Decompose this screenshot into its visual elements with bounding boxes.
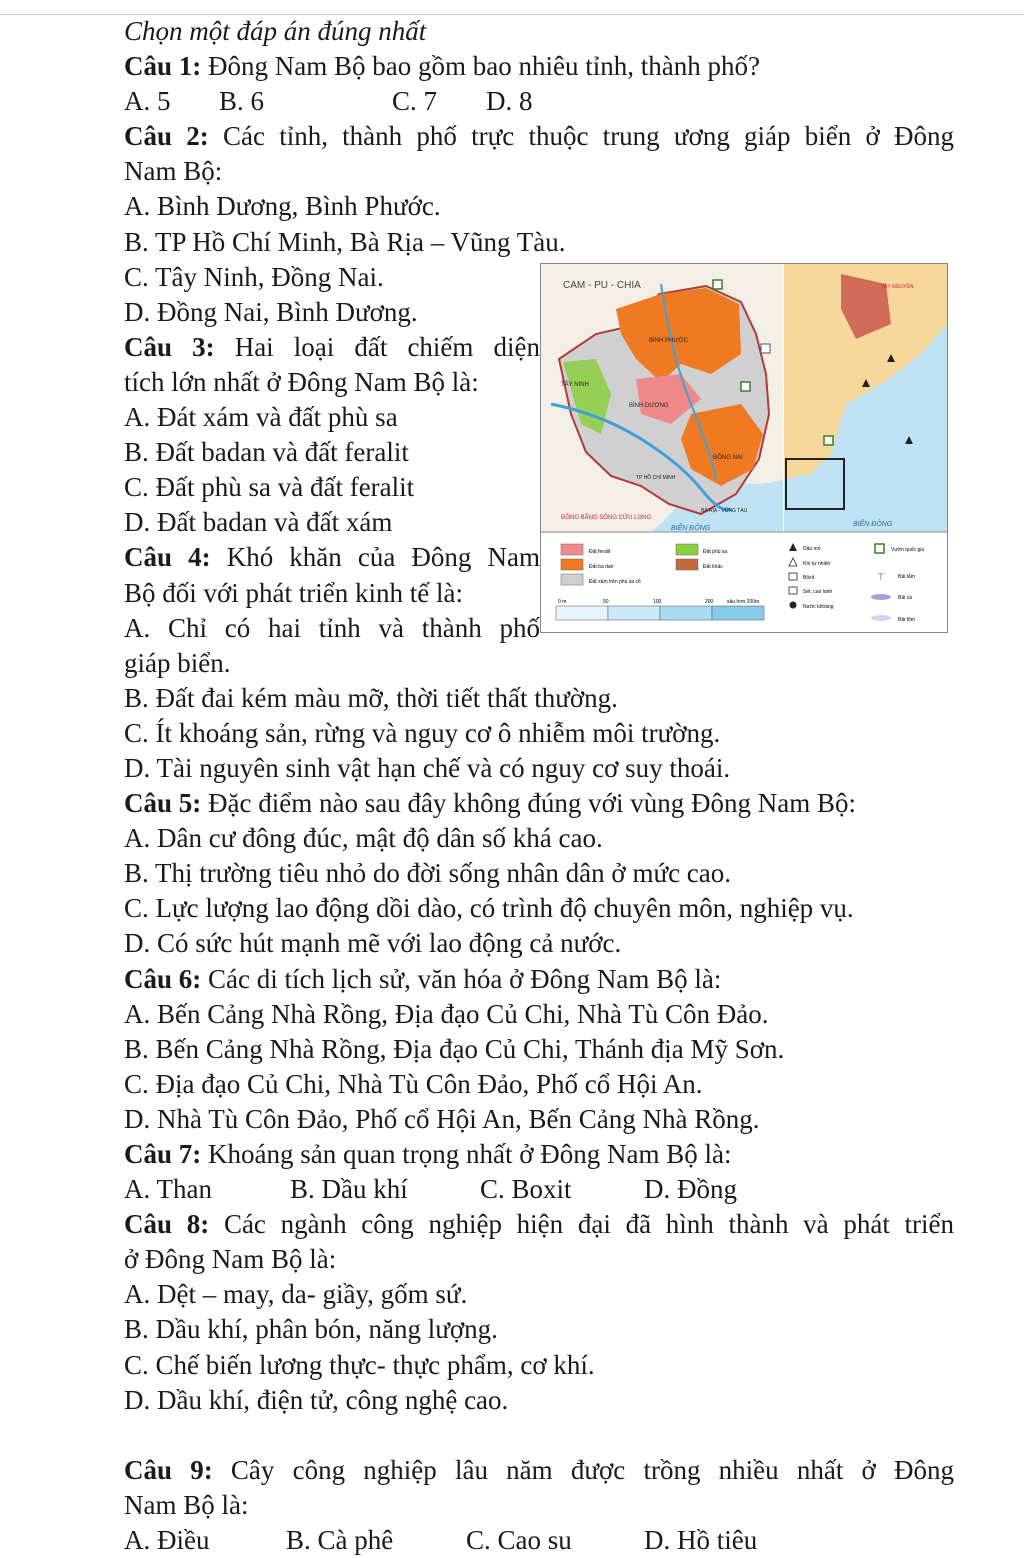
option-d: D. Đồng [644,1174,737,1205]
question-text-line-2: Nam Bộ là: [124,1489,249,1520]
legend-mineral-water: Nước khoáng [803,604,834,610]
bauxite-icon [789,573,797,580]
beach-icon: ⊤ [877,572,885,582]
legend-clay: Sét, cao lanh [803,589,833,595]
question-text-line-1: Cây công nghiệp lâu năm được trồng nhiều nhất ở Đông [230,1454,954,1485]
question-label: Câu 4: [124,542,211,573]
option-c: C. Boxit [480,1174,572,1205]
legend-oil: Dầu mỏ [803,546,821,552]
option-d: D. 8 [486,86,533,117]
label-binh-phuoc: BÌNH PHƯỚC [649,338,688,344]
option-b: B. Dầu khí [290,1174,408,1205]
national-park-icon [713,280,722,289]
legend-swatch-alluvial [676,544,698,555]
question-label: Câu 8: [124,1209,210,1240]
label-east-sea-inset: BIỂN ĐÔNG [853,521,893,528]
option-b: B. Bến Cảng Nhà Rồng, Địa đạo Củ Chi, Thánh địa Mỹ Sơn. [124,1033,785,1064]
option-a: A. 5 [124,86,171,117]
option-a: A. Đát xám và đất phù sa [124,402,398,433]
question-text-line-2: Nam Bộ: [124,156,223,187]
option-c: C. Tây Ninh, Đồng Nai. [124,261,384,292]
option-a: A. Dệt – may, da- giầy, gốm sứ. [124,1279,468,1310]
legend-swatch-basalt [561,559,583,570]
option-d: D. Tài nguyên sinh vật hạn chế và có nguy cơ suy thoái. [124,752,731,783]
option-a-continued: giáp biển. [124,647,231,678]
depth-band-100-200 [660,606,712,620]
question-label: Câu 5: [124,788,202,819]
question-text-line-2: Bộ đối với phát triển kinh tế là: [124,577,463,608]
legend-swatch-feralit [561,544,583,555]
question-3 [124,330,540,365]
question-label: Câu 1: [124,51,202,82]
question-text-line-1: Khó khăn của Đông Nam [226,542,541,573]
depth-label: sâu hơn 200m [727,599,760,605]
option-c: C. Đất phù sa và đất feralit [124,472,415,503]
legend-swatch-other [676,559,698,570]
option-d: D. Nhà Tù Côn Đảo, Phố cổ Hội An, Bến Cảng Nhà Rồng. [124,1103,760,1134]
question-9 [124,1453,954,1488]
shrimp-ground-icon [871,615,891,621]
label-tay-ninh: TÂY NINH [561,382,589,388]
option-d: D. Có sức hút mạnh mẽ với lao động cả nước. [124,928,622,959]
option-b: B. Dầu khí, phân bón, năng lượng. [124,1314,498,1345]
soil-mineral-map [541,264,947,632]
option-c: C. Địa đạo Củ Chi, Nhà Tù Côn Đảo, Phố cổ Hội An. [124,1068,703,1099]
label-tay-nguyen: TÂY NGUYÊN [881,284,914,290]
label-hcm-city: TP HỒ CHÍ MINH [636,475,676,481]
question-text: Đông Nam Bộ bao gồm bao nhiêu tỉnh, thành phố? [208,51,760,82]
question-4 [124,540,540,575]
oil-icon [789,543,797,551]
question-8 [124,1207,954,1242]
national-park-icon [875,544,884,553]
question-text: Khoáng sản quan trọng nhất ở Đông Nam Bộ là: [208,1139,732,1169]
option-a: A. Chỉ có hai tỉnh và thành phố [124,612,540,643]
blank-line [124,1418,954,1453]
national-park-icon [824,436,833,445]
option-b: B. Đất đai kém màu mỡ, thời tiết thất thường. [124,682,618,713]
depth-band-0-50 [556,606,608,620]
label-east-sea: BIỂN ĐÔNG [671,525,711,532]
legend-feralit: Đất feralit [589,549,611,555]
depth-band-50-100 [608,606,660,620]
option-c: C. Chế biến lương thực- thực phẩm, cơ khí. [124,1349,595,1380]
clay-icon [789,587,797,594]
question-label: Câu 9: [124,1454,213,1485]
question-text-line-1: Hai loại đất chiếm diện [234,331,540,362]
option-b: B. Thị trường tiêu nhỏ do đời sống nhân dân ở mức cao. [124,858,732,889]
question-1 [124,49,954,84]
option-a: A. Than [124,1174,212,1205]
option-d: D. Đất badan và đất xám [124,507,393,538]
depth-band-200-plus [712,606,764,620]
option-c: C. 7 [392,86,438,117]
question-7-options [124,1172,954,1207]
legend-beach: Bãi tắm [898,574,915,580]
option-d: D. Đồng Nai, Bình Dương. [124,296,418,327]
legend-alluvial: Đất phù sa [703,549,728,555]
option-d: D. Hồ tiêu [644,1524,758,1555]
option-c: C. Cao su [466,1524,572,1555]
document-body [124,14,954,1558]
question-label: Câu 3: [124,331,215,362]
label-mekong-delta: ĐỒNG BẰNG SÔNG CỬU LONG [561,515,652,521]
option-c: C. Ít khoáng sản, rừng và nguy cơ ô nhiễm môi trường. [124,717,721,748]
option-d: D. Dầu khí, điện tử, công nghệ cao. [124,1384,509,1415]
legend-gas: Khí tự nhiên [803,561,831,567]
depth-label: 0 m [558,599,567,605]
gas-icon [789,558,797,566]
depth-label: 50 [603,599,609,605]
question-text: Các di tích lịch sử, văn hóa ở Đông Nam Bộ là: [208,963,722,994]
legend-national-park: Vườn quốc gia [891,547,925,553]
legend-grey-soil: Đất xám trên phù sa cổ [589,579,641,585]
question-text: Đặc điểm nào sau đây không đúng với vùng Đông Nam Bộ: [208,788,856,819]
legend-shrimp-ground: Bãi tôm [898,617,915,623]
question-text-line-2: tích lớn nhất ở Đông Nam Bộ là: [124,366,479,397]
question-5 [124,786,954,821]
legend-other-soil: Đất khác [703,564,723,570]
label-dong-nai: ĐỒNG NAI [713,455,743,461]
question-1-options [124,84,954,119]
option-b: B. TP Hồ Chí Minh, Bà Rịa – Vũng Tàu. [124,226,566,257]
question-7 [124,1137,954,1172]
option-a: A. Bến Cảng Nhà Rồng, Địa đạo Củ Chi, Nhà Tù Côn Đảo. [124,998,769,1029]
question-label: Câu 7: [124,1139,202,1169]
bauxite-icon [761,344,770,353]
fish-ground-icon [871,594,891,600]
question-label: Câu 6: [124,963,202,994]
question-2 [124,119,954,154]
instruction-heading: Chọn một đáp án đúng nhất [124,16,427,46]
question-6 [124,962,954,997]
option-c: C. Lực lượng lao động dồi dào, có trình độ chuyên môn, nghiệp vụ. [124,893,854,924]
question-label: Câu 2: [124,121,209,152]
mineral-water-icon [790,602,797,609]
question-text-line-1: Các ngành công nghiệp hiện đại đã hình thành và phát triển [223,1209,955,1240]
legend-basalt: Đất ba dan [589,564,614,570]
label-binh-duong: BÌNH DƯƠNG [629,403,669,409]
question-text-line-1: Các tỉnh, thành phố trực thuộc trung ương giáp biển ở Đông [222,121,954,152]
depth-label: 200 [705,599,714,605]
depth-label: 100 [653,599,662,605]
option-b: B. Cà phê [286,1524,394,1555]
option-b: B. 6 [219,86,265,117]
southeast-region-map-figure [540,263,948,633]
label-cambodia: CAM - PU - CHIA [563,280,641,291]
national-park-icon [741,382,750,391]
legend-fish-ground: Bãi cá [898,595,912,601]
option-b: B. Đất badan và đất feralit [124,437,409,468]
legend-swatch-grey [561,574,583,585]
option-a: A. Bình Dương, Bình Phước. [124,191,441,222]
label-ba-ria-vung-tau: BÀ RỊA - VŨNG TÀU [701,508,748,514]
question-9-options [124,1523,954,1558]
option-a: A. Dân cư đông đúc, mật độ dân số khá cao. [124,823,603,854]
question-text-line-2: ở Đông Nam Bộ là: [124,1244,337,1275]
option-a: A. Điều [124,1524,210,1555]
legend-bauxite: Bôxít [803,575,815,581]
